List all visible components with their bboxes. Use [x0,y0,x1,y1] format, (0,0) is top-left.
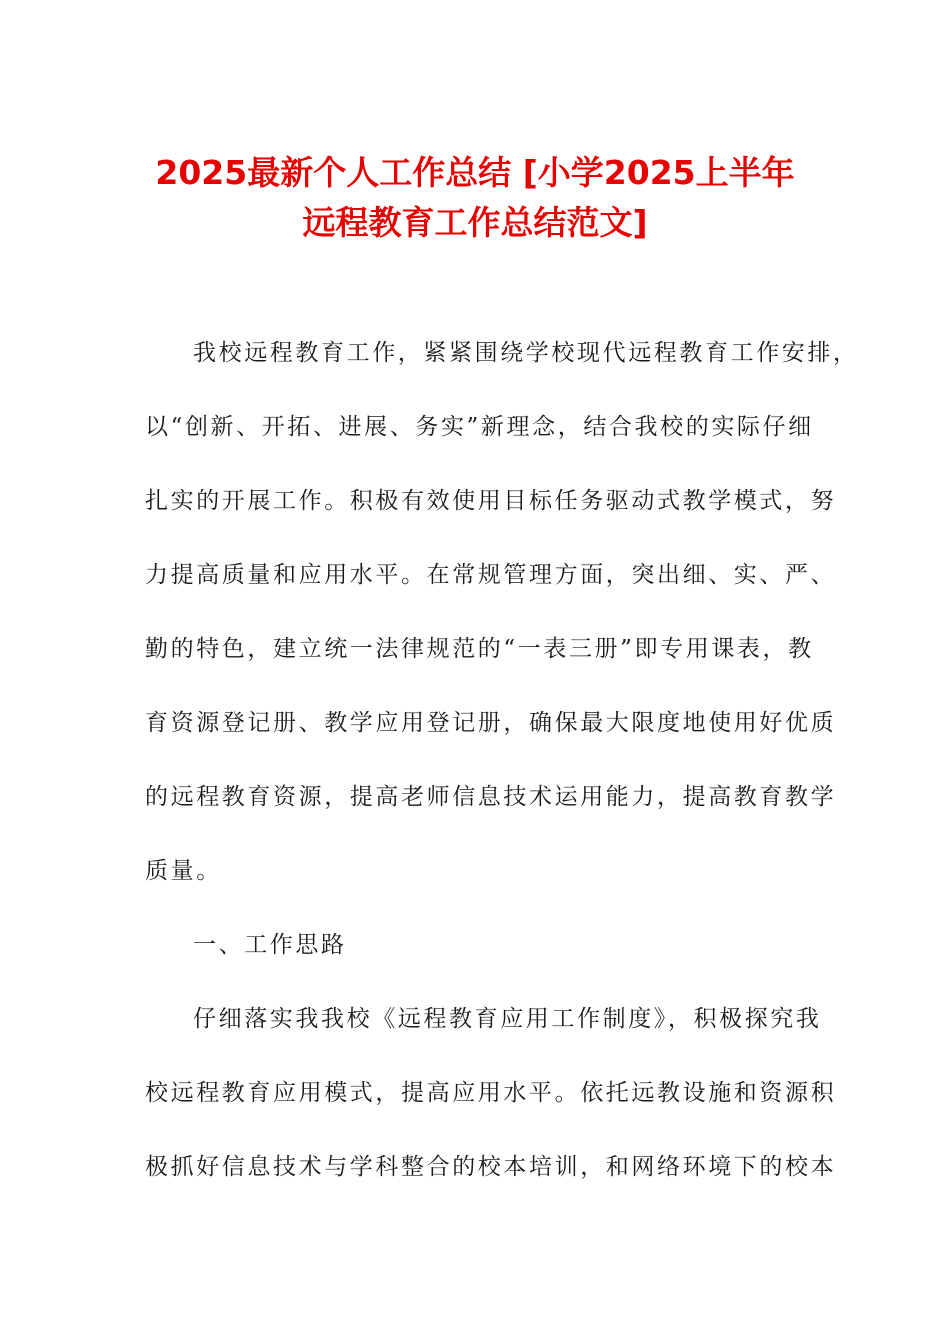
paragraph-line: 质量。 [145,858,222,884]
document-title [100,148,850,248]
section-heading [145,908,825,982]
paragraph-2 [145,982,837,1204]
paragraph-line: 仔细落实我我校《远程教育应用工作制度》，积极探究我 [193,1006,822,1032]
paragraph-line: 力提高质量和应用水平。在常规管理方面，突出细、实、严、 [145,562,837,588]
paragraph-line: 以“创新、开拓、进展、务实”新理念，结合我校的实际仔细 [145,414,814,440]
heading-line: 一、工作思路 [193,932,347,958]
title-line-2: 远程教育工作总结范文] [302,203,648,242]
paragraph-line: 勤的特色，建立统一法律规范的“一表三册”即专用课表，教 [145,636,814,662]
paragraph-line: 育资源登记册、教学应用登记册，确保最大限度地使用好优质 [145,710,837,736]
paragraph-line: 扎实的开展工作。积极有效使用目标任务驱动式教学模式，努 [145,488,837,514]
paragraph-line: 校远程教育应用模式，提高应用水平。依托远教设施和资源积 [145,1080,837,1106]
title-line-1: 2025最新个人工作总结 [小学2025上半年 [155,153,795,192]
paragraph-line: 极抓好信息技术与学科整合的校本培训，和网络环境下的校本 [145,1154,837,1180]
paragraph-line: 的远程教育资源，提高老师信息技术运用能力，提高教育教学 [145,784,837,810]
paragraph-1 [145,316,859,908]
paragraph-line: 我校远程教育工作，紧紧围绕学校现代远程教育工作安排， [193,340,859,366]
